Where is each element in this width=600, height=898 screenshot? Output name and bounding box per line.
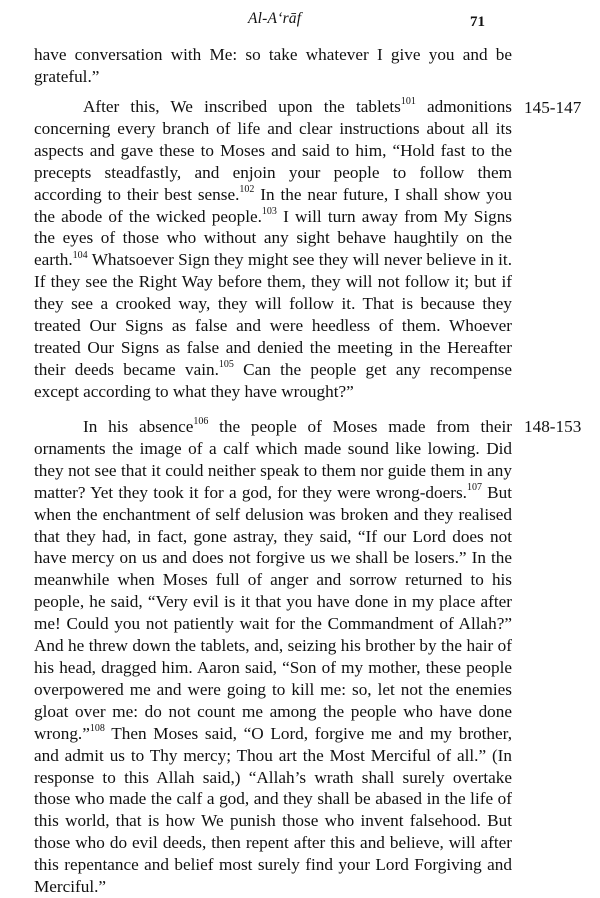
text-segment: Can the people get any recompense except according to what they have wrought?”	[34, 359, 513, 401]
verse-reference: 148-153	[524, 417, 582, 436]
footnote-marker: 107	[466, 481, 482, 493]
text-segment: Then Moses said, “O Lord, forgive me and my brother, and admit us to Thy mercy; Thou art the Most Merciful of all.” (In response to this Allah said,) “Allah’s wrath shall surely overtake those who made the calf a god, and they shall be abased in the life of this world, that is how We punish those who invent falsehood. But those who do evil deeds, then repent after this and believe, will after this repentance and belief most surely find your Lord Forgiving and Merciful.”	[34, 723, 512, 897]
text-segment: I will turn away from My Signs the eyes of those who without any sight behave haughtily on the earth.	[34, 206, 512, 270]
text-segment: But when the enchantment of self delusion was broken and they realised that they had, in fact, gone astray, they said, “If our Lord does not have mercy on us and does not forgive us we shall be losers.” In the meanwhile when Moses full of anger and sorrow returned to his people, he said, “Very evil is it that you have done in my place after me! Could you not patiently wait for the Commandment of Allah?” And he threw down the tablets, and, seizing his brother by the hair of his head, dragged him. Aaron said, “Son of my mother, these people overpowered me and were going to kill me: so, let not the enemies gloat over me: do not count me among the people who have done wrong.”	[34, 482, 512, 743]
footnote-marker: 104	[72, 249, 88, 261]
footnote-marker: 106	[193, 416, 209, 428]
footnote-marker: 103	[261, 205, 277, 217]
text-segment: have conversation with Me: so take whatever I give you and be grateful.”	[34, 45, 512, 86]
footnote-marker: 108	[89, 722, 105, 734]
text-segment: In his absence	[83, 417, 194, 436]
running-header-title: Al-A‘rāf	[248, 10, 302, 27]
paragraph-calf	[34, 416, 512, 898]
text-segment: Whatsoever Sign they might see they will never believe in it. If they see the Right Way before them, they will not follow it; but if they see a crooked way, they will follow it. That is because they treated Our Signs as false and were heedless of them. Whoever treated Our Signs as false and denied the meeting in the Hereafter their deeds became vain.	[34, 250, 512, 379]
page-number: 71	[470, 14, 485, 30]
paragraph-tablets	[34, 96, 512, 403]
footnote-marker: 105	[218, 359, 234, 371]
footnote-marker: 101	[400, 96, 416, 108]
text-segment: In the near future, I shall show you the abode of the wicked people.	[34, 184, 513, 226]
paragraph-continuation	[34, 44, 512, 88]
text-segment: After this, We inscribed upon the tablets	[83, 97, 401, 116]
footnote-marker: 102	[239, 183, 255, 195]
verse-reference: 145-147	[524, 98, 582, 117]
text-segment: the people of Moses made from their ornaments the image of a calf which made sound like lowing. Did they not see that it could neither speak to them nor guide them in any matter? Yet they took it for a god, for they were wrong-doers.	[34, 417, 512, 502]
text-segment: admonitions concerning every branch of life and clear instructions about all its aspects and gave these to Moses and said to him, “Hold fast to the precepts steadfastly, and enjoin your people to follow them according to their best sense.	[34, 97, 512, 204]
